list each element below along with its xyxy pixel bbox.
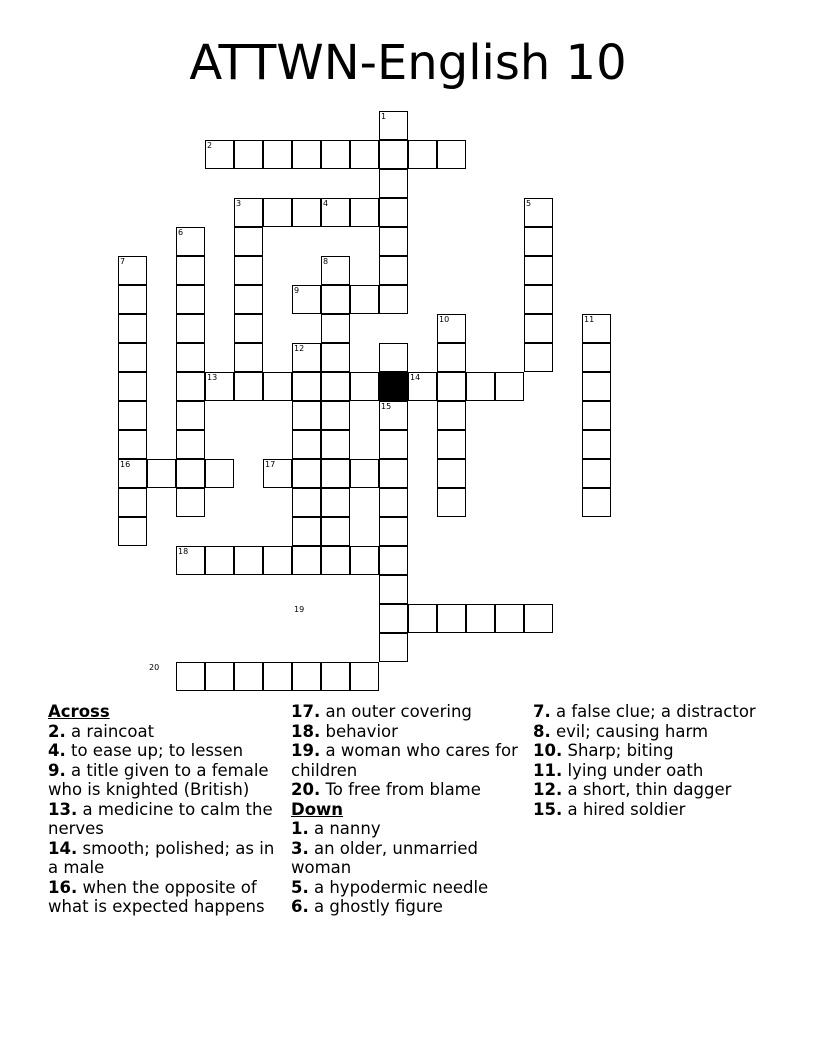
black-square [379, 372, 408, 401]
crossword-cell[interactable] [234, 343, 263, 372]
crossword-cell[interactable] [350, 140, 379, 169]
crossword-cell[interactable] [263, 198, 292, 227]
crossword-cell[interactable] [176, 488, 205, 517]
crossword-cell[interactable] [321, 662, 350, 691]
clue-number: 18. [291, 721, 321, 741]
crossword-cell[interactable] [176, 256, 205, 285]
crossword-cell[interactable] [234, 546, 263, 575]
crossword-cell[interactable] [437, 401, 466, 430]
clue-number-label: 19 [294, 605, 305, 614]
crossword-cell[interactable] [437, 459, 466, 488]
crossword-cell[interactable] [292, 430, 321, 459]
clue-number: 5. [291, 877, 309, 897]
clue-number-label: 14 [410, 373, 421, 382]
crossword-cell[interactable] [437, 430, 466, 459]
clue-item [291, 839, 527, 878]
crossword-cell[interactable] [321, 459, 350, 488]
crossword-cell[interactable] [350, 198, 379, 227]
clue-item [533, 722, 769, 742]
clue-number-label: 10 [439, 315, 450, 324]
clue-text: an older, unmarried woman [291, 838, 478, 877]
crossword-cell[interactable] [321, 517, 350, 546]
crossword-cell[interactable] [524, 343, 553, 372]
crossword-cell[interactable] [524, 604, 553, 633]
crossword-cell[interactable] [292, 488, 321, 517]
crossword-cell[interactable] [205, 662, 234, 691]
crossword-cell[interactable] [379, 517, 408, 546]
clue-text: a false clue; a distractor [550, 702, 756, 721]
clue-text: a raincoat [65, 721, 155, 741]
clue-number-label: 2 [207, 141, 213, 150]
clue-number: 16. [48, 877, 78, 897]
crossword-cell[interactable] [437, 140, 466, 169]
crossword-cell[interactable] [466, 604, 495, 633]
crossword-cell[interactable] [350, 372, 379, 401]
clue-number: 9. [48, 760, 66, 780]
crossword-cell[interactable] [524, 256, 553, 285]
clue-number: 2. [48, 721, 66, 741]
across-header: Across [48, 702, 110, 721]
crossword-cell[interactable] [292, 662, 321, 691]
crossword-cell[interactable] [292, 198, 321, 227]
crossword-cell[interactable] [321, 372, 350, 401]
clue-number: 17. [291, 702, 321, 721]
crossword-cell[interactable] [263, 372, 292, 401]
crossword-cell[interactable] [582, 459, 611, 488]
crossword-cell[interactable] [350, 662, 379, 691]
crossword-cell[interactable] [466, 372, 495, 401]
crossword-cell[interactable] [379, 285, 408, 314]
clue-item [291, 741, 527, 780]
clue-item [291, 780, 527, 800]
clue-number-label: 15 [381, 402, 392, 411]
crossword-cell[interactable] [176, 430, 205, 459]
clue-column-1 [48, 702, 284, 917]
crossword-cell[interactable] [321, 430, 350, 459]
clue-number: 20. [291, 780, 321, 799]
crossword-cell[interactable] [321, 401, 350, 430]
crossword-cell[interactable] [350, 285, 379, 314]
crossword-cell[interactable] [321, 488, 350, 517]
clue-number-label: 16 [120, 460, 131, 469]
clue-text: when the opposite of what is expected happens [48, 877, 265, 916]
crossword-cell[interactable] [321, 140, 350, 169]
crossword-cell[interactable] [234, 140, 263, 169]
clue-text: a title given to a female who is knighted (British) [48, 760, 269, 799]
crossword-cell[interactable] [234, 372, 263, 401]
crossword-cell[interactable] [176, 401, 205, 430]
clue-number-label: 5 [526, 199, 532, 208]
crossword-cell[interactable] [176, 285, 205, 314]
clue-number-label: 9 [294, 286, 300, 295]
crossword-cell[interactable] [379, 140, 408, 169]
crossword-cell[interactable] [292, 546, 321, 575]
crossword-cell[interactable] [176, 459, 205, 488]
clue-number-label: 1 [381, 112, 387, 121]
crossword-cell[interactable] [437, 343, 466, 372]
clue-number-label: 4 [323, 199, 329, 208]
crossword-cell[interactable] [582, 488, 611, 517]
clue-number-label: 20 [149, 663, 160, 672]
clue-item [291, 878, 527, 898]
clue-number-label: 17 [265, 460, 276, 469]
crossword-cell[interactable] [350, 459, 379, 488]
clue-number: 6. [291, 897, 309, 916]
clue-number-label: 12 [294, 344, 305, 353]
crossword-cell[interactable] [437, 372, 466, 401]
crossword-cell[interactable] [582, 343, 611, 372]
crossword-cell[interactable] [408, 140, 437, 169]
crossword-cell[interactable] [379, 604, 408, 633]
crossword-cell[interactable] [292, 140, 321, 169]
crossword-cell[interactable] [321, 343, 350, 372]
crossword-cell[interactable] [118, 488, 147, 517]
clue-text: a medicine to calm the nerves [48, 799, 273, 838]
crossword-cell[interactable] [234, 285, 263, 314]
crossword-cell[interactable] [321, 285, 350, 314]
crossword-cell[interactable] [176, 314, 205, 343]
crossword-cell[interactable] [205, 459, 234, 488]
clue-item [533, 780, 769, 800]
clue-text: a short, thin dagger [562, 780, 732, 799]
clue-item [291, 702, 527, 722]
clue-number: 19. [291, 741, 321, 760]
crossword-cell[interactable] [379, 633, 408, 662]
clue-text: a woman who cares for children [291, 741, 518, 780]
crossword-cell[interactable] [379, 488, 408, 517]
crossword-cell[interactable] [292, 459, 321, 488]
crossword-cell[interactable] [350, 546, 379, 575]
clue-text: behavior [320, 721, 398, 741]
clue-text: Sharp; biting [562, 741, 674, 760]
clue-item [291, 897, 527, 917]
clue-number-label: 3 [236, 199, 242, 208]
crossword-cell[interactable] [292, 372, 321, 401]
crossword-cell[interactable] [234, 314, 263, 343]
clue-number-label: 18 [178, 547, 189, 556]
clue-text: evil; causing harm [550, 721, 709, 741]
crossword-cell[interactable] [118, 372, 147, 401]
crossword-cell[interactable] [379, 575, 408, 604]
crossword-cell[interactable] [379, 227, 408, 256]
crossword-cell[interactable] [176, 343, 205, 372]
crossword-cell[interactable] [321, 314, 350, 343]
clue-number: 13. [48, 799, 78, 819]
crossword-cell[interactable] [176, 372, 205, 401]
clue-text: a hypodermic needle [308, 877, 489, 897]
clue-item [533, 741, 769, 761]
crossword-cell[interactable] [379, 459, 408, 488]
crossword-cell[interactable] [263, 662, 292, 691]
crossword-cell[interactable] [234, 227, 263, 256]
clue-number-label: 13 [207, 373, 218, 382]
clue-number: 8. [533, 721, 551, 741]
crossword-cell[interactable] [379, 169, 408, 198]
clue-text: to ease up; to lessen [65, 741, 244, 760]
clue-item [291, 819, 527, 839]
crossword-cell[interactable] [263, 140, 292, 169]
crossword-cell[interactable] [234, 256, 263, 285]
clue-text: smooth; polished; as in a male [48, 838, 275, 877]
down-header: Down [291, 799, 344, 819]
clue-item [48, 722, 284, 742]
clue-item [48, 878, 284, 917]
crossword-cell[interactable] [321, 546, 350, 575]
clue-text: lying under oath [562, 760, 704, 780]
clue-number-label: 7 [120, 257, 126, 266]
clue-number: 11. [533, 760, 563, 780]
crossword-cell[interactable] [524, 285, 553, 314]
clue-item [533, 761, 769, 781]
clue-number-label: 6 [178, 228, 184, 237]
crossword-cell[interactable] [437, 488, 466, 517]
crossword-cell[interactable] [118, 314, 147, 343]
clue-text: a hired soldier [562, 799, 686, 819]
crossword-cell[interactable] [379, 256, 408, 285]
crossword-cell[interactable] [379, 430, 408, 459]
clue-number: 14. [48, 838, 78, 858]
crossword-cell[interactable] [524, 227, 553, 256]
crossword-cell[interactable] [176, 662, 205, 691]
crossword-cell[interactable] [118, 517, 147, 546]
crossword-cell[interactable] [437, 604, 466, 633]
clue-item [48, 741, 284, 761]
crossword-cell[interactable] [292, 517, 321, 546]
crossword-cell[interactable] [524, 314, 553, 343]
crossword-cell[interactable] [582, 430, 611, 459]
clue-number: 10. [533, 741, 563, 760]
clue-number: 15. [533, 799, 563, 819]
crossword-cell[interactable] [582, 372, 611, 401]
clue-number: 7. [533, 702, 551, 721]
clue-column-3 [533, 702, 769, 819]
crossword-cell[interactable] [495, 604, 524, 633]
page-title: ATTWN-English 10 [189, 35, 627, 91]
clue-item [533, 800, 769, 820]
clue-number: 12. [533, 780, 563, 799]
clue-number-label: 11 [584, 315, 595, 324]
clue-number: 1. [291, 819, 309, 838]
clue-column-2 [291, 702, 527, 917]
clue-item [48, 800, 284, 839]
clue-text: a ghostly figure [308, 897, 443, 916]
clue-item [291, 722, 527, 742]
clue-item [533, 702, 769, 722]
crossword-cell[interactable] [147, 459, 176, 488]
clue-text: To free from blame [320, 780, 481, 799]
clue-text: a nanny [308, 819, 381, 838]
clue-item [48, 761, 284, 800]
crossword-cell[interactable] [379, 198, 408, 227]
crossword-cell[interactable] [118, 401, 147, 430]
crossword-cell[interactable] [263, 546, 292, 575]
clue-number-label: 8 [323, 257, 329, 266]
crossword-cell[interactable] [292, 401, 321, 430]
clue-number: 3. [291, 838, 309, 858]
crossword-cell[interactable] [408, 604, 437, 633]
crossword-cell[interactable] [234, 662, 263, 691]
clue-number: 4. [48, 741, 66, 760]
crossword-cell[interactable] [118, 343, 147, 372]
crossword-cell[interactable] [495, 372, 524, 401]
crossword-cell[interactable] [205, 546, 234, 575]
crossword-cell[interactable] [582, 401, 611, 430]
clue-text: an outer covering [320, 702, 472, 721]
crossword-cell[interactable] [118, 285, 147, 314]
crossword-cell[interactable] [118, 430, 147, 459]
crossword-cell[interactable] [379, 546, 408, 575]
crossword-cell[interactable] [379, 343, 408, 372]
clue-item [48, 839, 284, 878]
